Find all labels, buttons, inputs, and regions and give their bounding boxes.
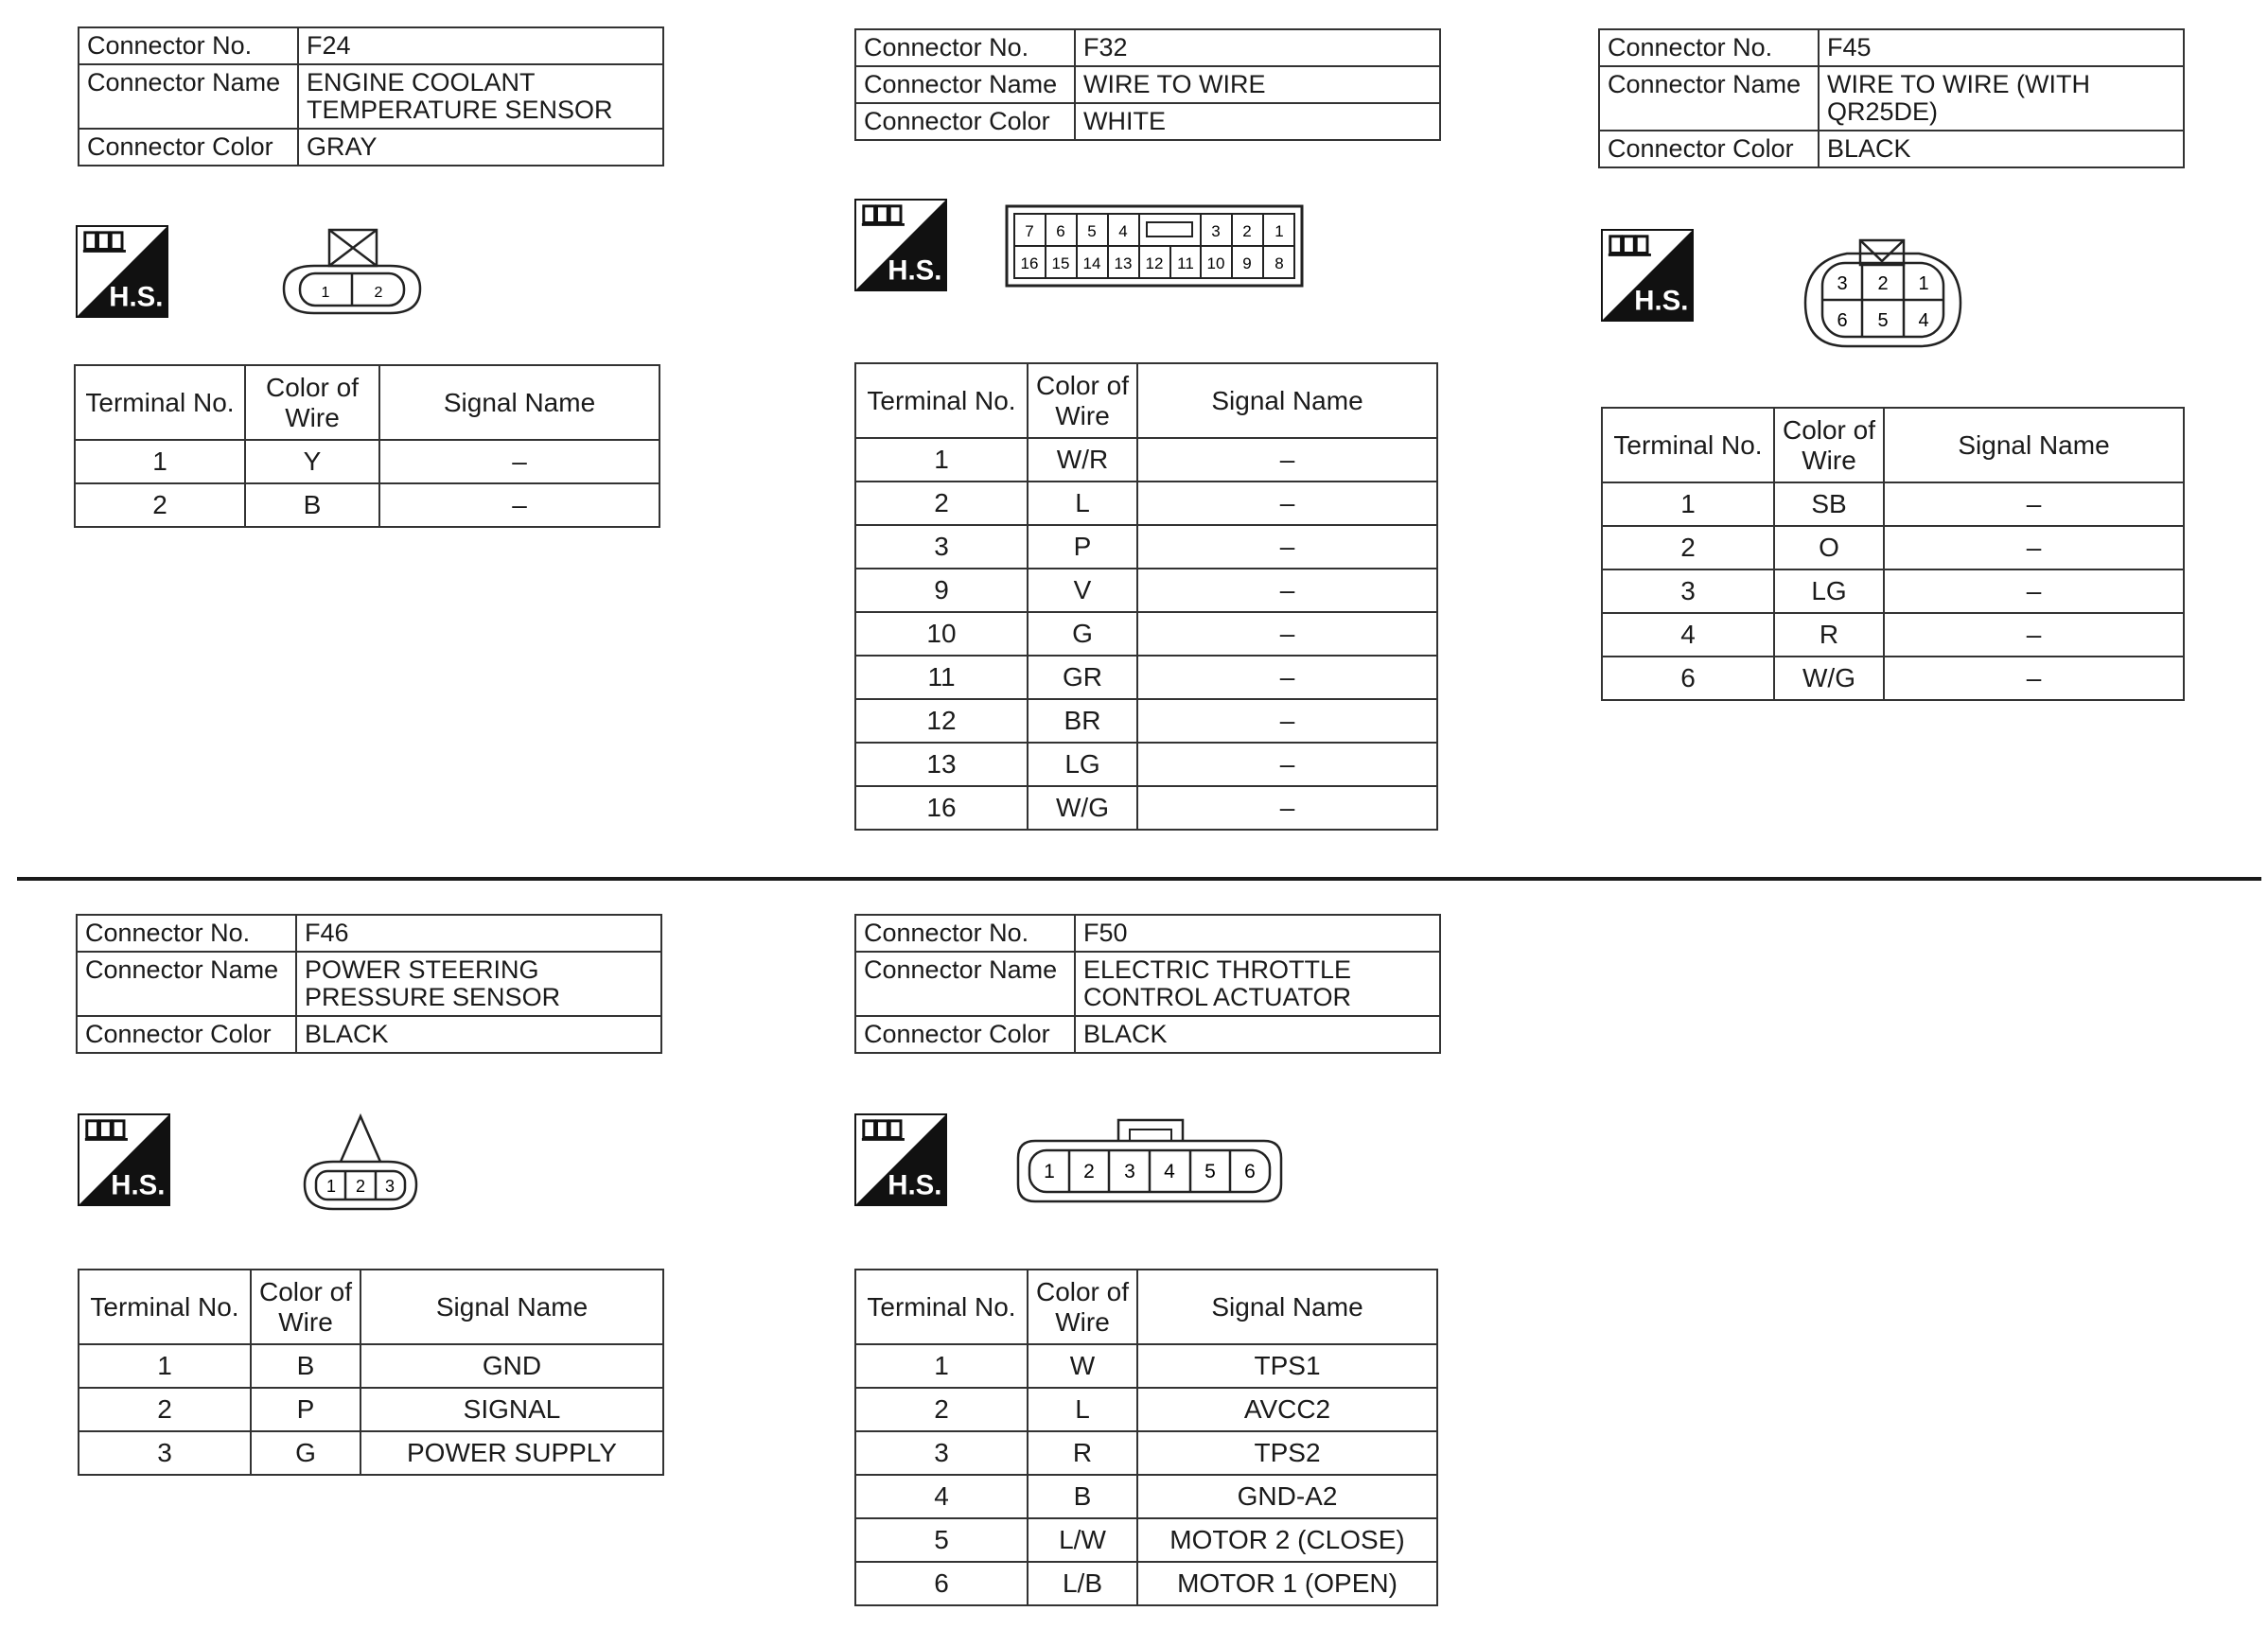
table-row: 2 B – <box>75 483 659 527</box>
connector-f32-info <box>854 28 1441 141</box>
connector-name-value: ELECTRIC THROTTLE CONTROL ACTUATOR <box>1075 952 1440 1016</box>
table-row: 1 W/R – <box>855 438 1437 482</box>
section-divider <box>17 877 2261 881</box>
svg-text:14: 14 <box>1082 254 1101 272</box>
connector-f50-terminals <box>854 1269 1438 1606</box>
connector-color-value: BLACK <box>1075 1016 1440 1053</box>
signal-name-header: Signal Name <box>379 365 659 440</box>
svg-text:4: 4 <box>1918 310 1929 331</box>
svg-text:15: 15 <box>1051 254 1070 272</box>
terminal-table <box>1601 407 2185 701</box>
svg-text:13: 13 <box>1114 254 1133 272</box>
table-row: 1 Y – <box>75 440 659 483</box>
terminal-no-header: Terminal No. <box>75 365 245 440</box>
connector-color-value: GRAY <box>298 129 663 166</box>
table-row: 3 G POWER SUPPLY <box>79 1431 663 1475</box>
connector-name-label: Connector Name <box>1599 66 1819 131</box>
connector-color-value: BLACK <box>1819 131 2184 167</box>
svg-text:3: 3 <box>1211 222 1221 240</box>
svg-text:8: 8 <box>1275 254 1284 272</box>
terminal-table <box>854 1269 1438 1606</box>
connector-name-label: Connector Name <box>77 952 296 1016</box>
connector-no-value: F32 <box>1075 29 1440 66</box>
connector-f50-info <box>854 914 1441 1054</box>
table-row: 13 LG – <box>855 743 1437 786</box>
svg-text:3: 3 <box>1124 1161 1135 1182</box>
table-row: 4 B GND-A2 <box>855 1475 1437 1518</box>
connector-no-label: Connector No. <box>79 27 298 64</box>
connector-color-label: Connector Color <box>855 1016 1075 1053</box>
connector-f32-terminals <box>854 362 1438 831</box>
connector-color-value: WHITE <box>1075 103 1440 140</box>
svg-text:7: 7 <box>1025 222 1034 240</box>
connector-name-label: Connector Name <box>855 66 1075 103</box>
table-row: 10 G – <box>855 612 1437 656</box>
connector-name-value: WIRE TO WIRE <box>1075 66 1440 103</box>
connector-f24-info <box>78 26 664 166</box>
svg-text:H.S.: H.S. <box>888 1169 942 1201</box>
connector-no-label: Connector No. <box>855 915 1075 952</box>
svg-text:1: 1 <box>1275 222 1284 240</box>
wire-color-header: Color of Wire <box>1774 408 1884 482</box>
svg-text:5: 5 <box>1087 222 1097 240</box>
svg-text:9: 9 <box>1242 254 1252 272</box>
table-row: 4 R – <box>1602 613 2184 657</box>
svg-text:4: 4 <box>1118 222 1128 240</box>
connector-f24-face-diagram <box>276 225 428 320</box>
connector-no-label: Connector No. <box>77 915 296 952</box>
table-row: 3 P – <box>855 525 1437 569</box>
signal-name-header: Signal Name <box>1137 363 1437 438</box>
connector-color-value: BLACK <box>296 1016 661 1053</box>
table-row: 1 SB – <box>1602 482 2184 526</box>
connector-info-table <box>1598 28 2185 168</box>
terminal-table <box>78 1269 664 1476</box>
svg-text:H.S.: H.S. <box>111 1169 166 1201</box>
svg-text:2: 2 <box>1242 222 1252 240</box>
hs-harness-side-icon <box>76 225 168 318</box>
connector-color-label: Connector Color <box>855 103 1075 140</box>
terminal-no-header: Terminal No. <box>79 1270 251 1344</box>
hs-harness-side-icon <box>78 1113 170 1206</box>
table-row: 12 BR – <box>855 699 1437 743</box>
connector-name-label: Connector Name <box>79 64 298 129</box>
table-row: 9 V – <box>855 569 1437 612</box>
svg-text:H.S.: H.S. <box>1634 285 1689 317</box>
terminal-table <box>74 364 660 528</box>
table-row: 2 L – <box>855 482 1437 525</box>
connector-f32-face-diagram <box>1005 204 1304 288</box>
svg-text:5: 5 <box>1877 310 1889 331</box>
table-row: 2 P SIGNAL <box>79 1388 663 1431</box>
table-row: 2 L AVCC2 <box>855 1388 1437 1431</box>
wire-color-header: Color of Wire <box>1028 363 1137 438</box>
table-row: 3 LG – <box>1602 569 2184 613</box>
svg-text:2: 2 <box>1877 273 1889 294</box>
svg-text:H.S.: H.S. <box>109 281 164 313</box>
connector-f46-face-diagram <box>299 1112 422 1217</box>
connector-no-value: F24 <box>298 27 663 64</box>
connector-no-value: F50 <box>1075 915 1440 952</box>
svg-text:1: 1 <box>1918 273 1929 294</box>
connector-no-value: F46 <box>296 915 661 952</box>
connector-color-label: Connector Color <box>79 129 298 166</box>
svg-text:16: 16 <box>1020 254 1039 272</box>
hs-harness-side-icon <box>1601 229 1694 322</box>
connector-no-label: Connector No. <box>855 29 1075 66</box>
wire-color-header: Color of Wire <box>1028 1270 1137 1344</box>
svg-text:2: 2 <box>1083 1161 1095 1182</box>
svg-text:6: 6 <box>1244 1161 1256 1182</box>
hs-harness-side-icon <box>854 199 947 291</box>
table-row: 5 L/W MOTOR 2 (CLOSE) <box>855 1518 1437 1562</box>
table-row: 11 GR – <box>855 656 1437 699</box>
connector-no-label: Connector No. <box>1599 29 1819 66</box>
signal-name-header: Signal Name <box>1884 408 2184 482</box>
connector-color-label: Connector Color <box>1599 131 1819 167</box>
signal-name-header: Signal Name <box>360 1270 663 1344</box>
svg-text:H.S.: H.S. <box>888 254 942 287</box>
connector-name-value: ENGINE COOLANT TEMPERATURE SENSOR <box>298 64 663 129</box>
wire-color-header: Color of Wire <box>251 1270 360 1344</box>
terminal-table <box>854 362 1438 831</box>
table-row: 16 W/G – <box>855 786 1437 830</box>
connector-color-label: Connector Color <box>77 1016 296 1053</box>
table-row: 3 R TPS2 <box>855 1431 1437 1475</box>
svg-text:11: 11 <box>1177 254 1194 272</box>
table-row: 2 O – <box>1602 526 2184 569</box>
hs-harness-side-icon <box>854 1113 947 1206</box>
svg-text:2: 2 <box>374 285 383 301</box>
connector-f45-face-diagram <box>1800 223 1966 352</box>
svg-text:6: 6 <box>1056 222 1065 240</box>
connector-f46-info <box>76 914 662 1054</box>
table-row: 1 W TPS1 <box>855 1344 1437 1388</box>
svg-text:1: 1 <box>321 285 330 301</box>
connector-f50-face-diagram <box>1012 1116 1287 1207</box>
svg-text:3: 3 <box>1837 273 1848 294</box>
svg-text:12: 12 <box>1145 254 1164 272</box>
connector-name-label: Connector Name <box>855 952 1075 1016</box>
signal-name-header: Signal Name <box>1137 1270 1437 1344</box>
table-row: 1 B GND <box>79 1344 663 1388</box>
svg-text:2: 2 <box>355 1177 366 1196</box>
connector-f46-terminals <box>78 1269 664 1476</box>
connector-f24-terminals <box>74 364 660 528</box>
connector-f45-info <box>1598 28 2185 168</box>
connector-info-table <box>854 28 1441 141</box>
table-row: 6 L/B MOTOR 1 (OPEN) <box>855 1562 1437 1605</box>
terminal-no-header: Terminal No. <box>1602 408 1774 482</box>
connector-name-value: WIRE TO WIRE (WITH QR25DE) <box>1819 66 2184 131</box>
connector-no-value: F45 <box>1819 29 2184 66</box>
connector-f45-terminals <box>1601 407 2185 701</box>
svg-text:4: 4 <box>1164 1161 1175 1182</box>
svg-text:1: 1 <box>325 1177 337 1196</box>
connector-name-value: POWER STEERING PRESSURE SENSOR <box>296 952 661 1016</box>
connector-info-table <box>854 914 1441 1054</box>
svg-text:5: 5 <box>1204 1161 1216 1182</box>
table-row: 6 W/G – <box>1602 657 2184 700</box>
terminal-no-header: Terminal No. <box>855 1270 1028 1344</box>
svg-text:3: 3 <box>384 1177 396 1196</box>
connector-info-table <box>78 26 664 166</box>
connector-info-table <box>76 914 662 1054</box>
svg-text:1: 1 <box>1044 1161 1055 1182</box>
terminal-no-header: Terminal No. <box>855 363 1028 438</box>
svg-text:10: 10 <box>1206 254 1225 272</box>
svg-text:6: 6 <box>1837 310 1848 331</box>
wire-color-header: Color of Wire <box>245 365 379 440</box>
